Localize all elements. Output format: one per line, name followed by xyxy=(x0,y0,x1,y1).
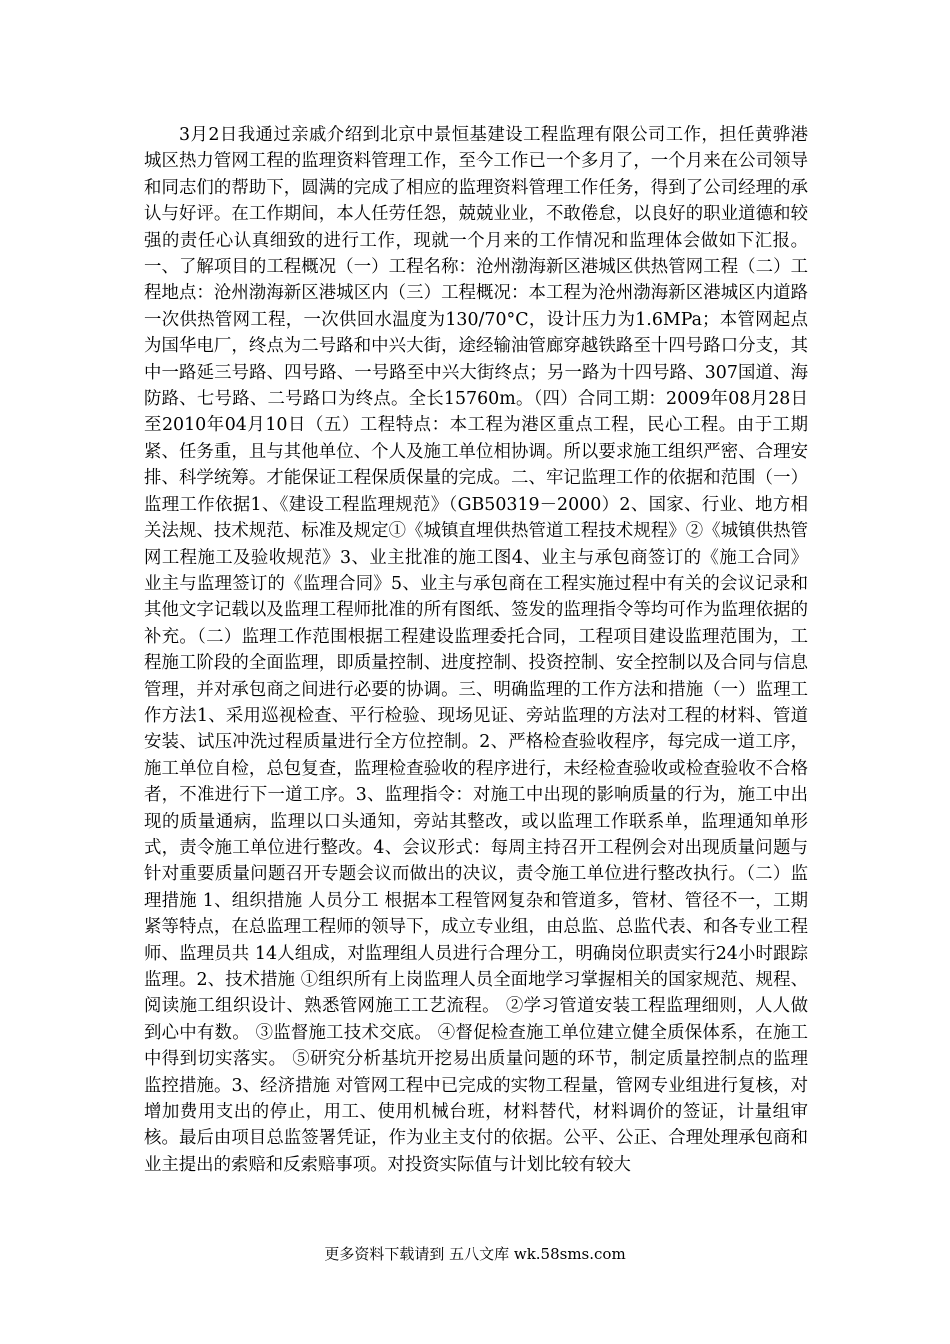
footer-note: 更多资料下载请到 五八文库 wk.58sms.com xyxy=(324,1245,626,1263)
body-paragraph: 3月2日我通过亲戚介绍到北京中景恒基建设工程监理有限公司工作，担任黄骅港城区热力管网工程的监理资料管理工作，至今工作已一个多月了，一个月来在公司领导和同志们的帮助下，圆满的完成了相应的监理资料管理工作任务，得到了公司经理的承认与好评。在工作期间，本人任劳任怨，兢兢业业，不敢倦怠，以良好的职业道德和较强的责任心认真细致的进行工作，现就一个月来的工作情况和监理体会做如下汇报。一、了解项目的工程概况（一）工程名称：沧州渤海新区港城区供热管网工程（二）工程地点：沧州渤海新区港城区内（三）工程概况：本工程为沧州渤海新区港城区内道路一次供热管网工程，一次供回水温度为130/70°C，设计压力为1.6MPa；本管网起点为国华电厂，终点为二号路和中兴大街，途经输油管廊穿越铁路至十四号路口分支，其中一路延三号路、四号路、一号路至中兴大街终点；另一路为十四号路、307国道、海防路、七号路、二号路口为终点。全长15760m。（四）合同工期：2009年08月28日至2010年04月10日（五）工程特点：本工程为港区重点工程，民心工程。由于工期紧、任务重，且与其他单位、个人及施工单位相协调。所以要求施工组织严密、合理安排、科学统筹。才能保证工程保质保量的完成。二、牢记监理工作的依据和范围（一）监理工作依据1、《建设工程监理规范》（GB50319－2000）2、国家、行业、地方相关法规、技术规范、标准及规定①《城镇直埋供热管道工程技术规程》②《城镇供热管网工程施工及验收规范》3、业主批准的施工图4、业主与承包商签订的《施工合同》业主与监理签订的《监理合同》5、业主与承包商在工程实施过程中有关的会议记录和其他文字记载以及监理工程师批准的所有图纸、签发的监理指令等均可作为监理依据的补充。（二）监理工作范围根据工程建设监理委托合同，工程项目建设监理范围为，工程施工阶段的全面监理，即质量控制、进度控制、投资控制、安全控制以及合同与信息管理，并对承包商之间进行必要的协调。三、明确监理的工作方法和措施（一）监理工作方法1、采用巡视检查、平行检验、现场见证、旁站监理的方法对工程的材料、管道安装、试压冲洗过程质量进行全方位控制。2、严格检查验收程序，每完成一道工序，施工单位自检，总包复查，监理检查验收的程序进行，未经检查验收或检查验收不合格者，不准进行下一道工序。3、监理指令：对施工中出现的影响质量的行为，施工中出现的质量通病，监理以口头通知，旁站其整改，或以监理工作联系单，监理通知单形式，责令施工单位进行整改。4、会议形式：每周主持召开工程例会对出现质量问题与针对重要质量问题召开专题会议而做出的决议，责令施工单位进行整改执行。（二）监理措施 1、组织措施 人员分工 根据本工程管网复杂和管道多，管材、管径不一，工期紧等特点，在总监理工程师的领导下，成立专业组，由总监、总监代表、和各专业工程师、监理员共 14人组成，对监理组人员进行合理分工，明确岗位职责实行24小时跟踪监理。2、技术措施 ①组织所有上岗监理人员全面地学习掌握相关的国家规范、规程、阅读施工组织设计、熟悉管网施工工艺流程。 ②学习管道安装工程监理细则，人人做到心中有数。 ③监督施工技术交底。 ④督促检查施工单位建立健全质保体系，在施工中得到切实落实。 ⑤研究分析基坑开挖易出质量问题的环节，制定质量控制点的监理监控措施。3、经济措施 对管网工程中已完成的实物工程量，管网专业组进行复核，对增加费用支出的停止，用工、使用机械台班，材料替代，材料调价的签证，计量组审核。最后由项目总监签署凭证，作为业主支付的依据。公平、公正、合理处理承包商和业主提出的索赔和反索赔事项。对投资实际值与计划比较有较大 xyxy=(144,125,808,1175)
